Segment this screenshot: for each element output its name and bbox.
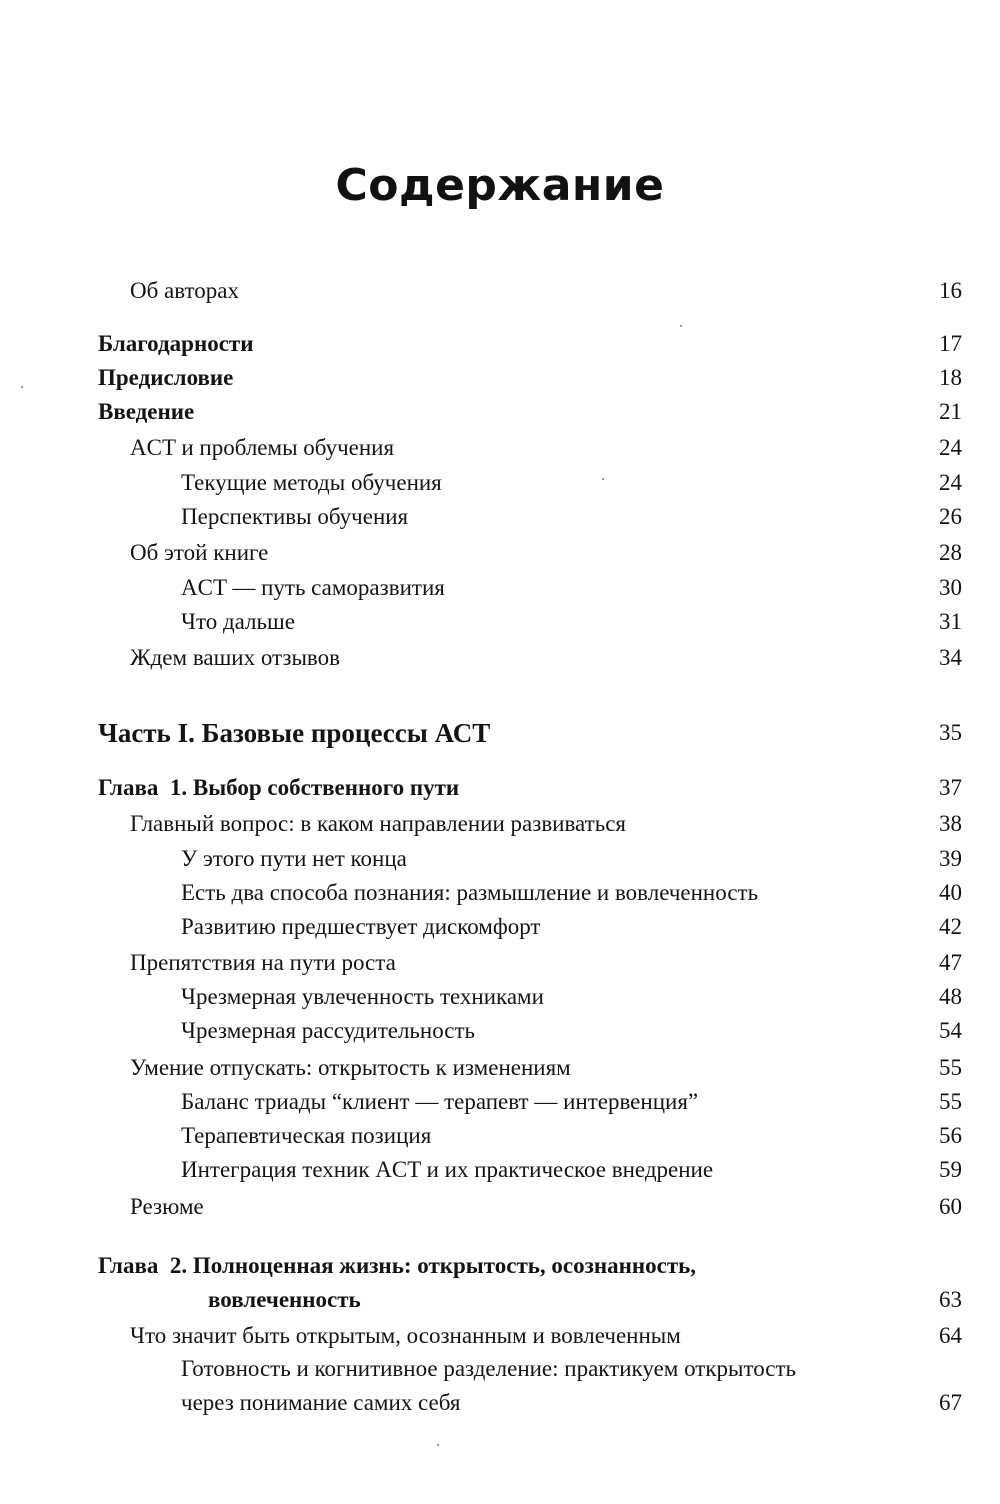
toc-entry-about-authors[interactable]: [0, 274, 1000, 308]
toc-entry-title: Чрезмерная рассудительность: [181, 1018, 476, 1043]
toc-entry-page: 18: [939, 365, 962, 390]
toc-entry-page: 37: [939, 775, 962, 800]
toc-entry-page: 48: [939, 984, 962, 1009]
toc-entry-title: Есть два способа познания: размышление и вовлеченность: [181, 880, 759, 905]
toc-entry-title: Резюме: [130, 1194, 204, 1219]
toc-entry-page: 16: [939, 278, 962, 303]
scan-speck: [437, 1444, 439, 1446]
toc-entry-page: 38: [939, 811, 962, 836]
toc-entry-willingness-continued[interactable]: [0, 1386, 1000, 1420]
toc-entry-no-end[interactable]: [0, 842, 1000, 876]
toc-entry-title: Умение отпускать: открытость к изменениям: [130, 1055, 571, 1080]
toc-entry-page: 30: [939, 575, 962, 600]
toc-entry-discomfort[interactable]: [0, 910, 1000, 944]
toc-entry-obstacles[interactable]: [0, 946, 1000, 980]
toc-entry-title: ACT и проблемы обучения: [130, 435, 395, 460]
toc-entry-over-reasoning[interactable]: [0, 1014, 1000, 1048]
toc-entry-page: 63: [939, 1287, 962, 1312]
scan-speck: [21, 386, 23, 388]
toc-entry-title: Главный вопрос: в каком направлении развиваться: [130, 811, 626, 836]
toc-entry-page: 55: [939, 1089, 962, 1114]
toc-entry-page: 40: [939, 880, 962, 905]
toc-entry-title: Об этой книге: [130, 540, 269, 565]
toc-entry-triad-balance[interactable]: [0, 1085, 1000, 1119]
scan-speck: [680, 325, 682, 327]
toc-entry-page: 35: [939, 720, 962, 745]
toc-entry-title: ACT — путь саморазвития: [181, 575, 445, 600]
toc-entry-introduction[interactable]: [0, 395, 1000, 429]
toc-entry-act-self-development[interactable]: [0, 571, 1000, 605]
toc-entry-page: 64: [939, 1323, 962, 1348]
toc-entry-technique-fixation[interactable]: [0, 980, 1000, 1014]
toc-entry-page: 21: [939, 399, 962, 424]
scan-speck: [602, 478, 604, 480]
toc-entry-part-1[interactable]: [0, 716, 1000, 750]
toc-entry-page: 26: [939, 504, 962, 529]
toc-entry-title: Что значит быть открытым, осознанным и вовлеченным: [130, 1323, 681, 1348]
toc-entry-title: Часть I. Базовые процессы АСТ: [98, 718, 491, 748]
toc-entry-title: Текущие методы обучения: [181, 470, 442, 495]
toc-entry-summary[interactable]: [0, 1190, 1000, 1224]
toc-entry-page: 55: [939, 1055, 962, 1080]
toc-entry-title: Баланс триады “клиент — терапевт — интервенция”: [181, 1089, 699, 1114]
toc-entry-chapter-2-continued[interactable]: [0, 1283, 1000, 1317]
toc-entry-about-this-book[interactable]: [0, 536, 1000, 570]
toc-entry-integration[interactable]: [0, 1153, 1000, 1187]
toc-entry-page: 59: [939, 1157, 962, 1182]
toc-entry-main-question[interactable]: [0, 807, 1000, 841]
toc-entry-page: 39: [939, 846, 962, 871]
toc-entry-title: Препятствия на пути роста: [130, 950, 396, 975]
toc-entry-page: 24: [939, 470, 962, 495]
toc-entry-current-methods[interactable]: [0, 466, 1000, 500]
toc-entry-acknowledgments[interactable]: [0, 327, 1000, 361]
toc-entry-page: 56: [939, 1123, 962, 1148]
toc-entry-page: 47: [939, 950, 962, 975]
toc-entry-title: Ждем ваших отзывов: [130, 645, 340, 670]
toc-entry-preface[interactable]: [0, 361, 1000, 395]
toc-entry-title: вовлеченность: [208, 1287, 361, 1312]
toc-entry-chapter-2[interactable]: [0, 1249, 1000, 1283]
toc-entry-therapeutic-stance[interactable]: [0, 1119, 1000, 1153]
toc-entry-title: Чрезмерная увлеченность техниками: [181, 984, 544, 1009]
toc-entry-title: Благодарности: [98, 331, 254, 356]
toc-entry-act-learning-problems[interactable]: [0, 431, 1000, 465]
toc-entry-learning-perspectives[interactable]: [0, 500, 1000, 534]
toc-entry-page: 28: [939, 540, 962, 565]
toc-entry-title: Об авторах: [130, 278, 240, 303]
toc-entry-title: Интеграция техник ACT и их практическое внедрение: [181, 1157, 714, 1182]
toc-entry-page: 34: [939, 645, 962, 670]
toc-entry-whats-next[interactable]: [0, 605, 1000, 639]
toc-entry-title: У этого пути нет конца: [181, 846, 407, 871]
toc-entry-two-ways[interactable]: [0, 876, 1000, 910]
toc-entry-chapter-1[interactable]: [0, 771, 1000, 805]
toc-entry-feedback[interactable]: [0, 641, 1000, 675]
toc-entry-page: 31: [939, 609, 962, 634]
toc-entry-page: 24: [939, 435, 962, 460]
toc-entry-page: 60: [939, 1194, 962, 1219]
toc-entry-page: 54: [939, 1018, 962, 1043]
toc-entry-title: Предисловие: [98, 365, 234, 390]
toc-entry-page: 67: [939, 1390, 962, 1415]
toc-entry-page: 17: [939, 331, 962, 356]
toc-entry-title: Глава 1. Выбор собственного пути: [98, 775, 460, 800]
toc-entry-willingness[interactable]: [0, 1352, 1000, 1386]
toc-entry-title: Терапевтическая позиция: [181, 1123, 432, 1148]
toc-entry-letting-go[interactable]: [0, 1051, 1000, 1085]
toc-entry-title: Развитию предшествует дискомфорт: [181, 914, 541, 939]
page-title: Содержание: [335, 160, 665, 211]
toc-entry-title: через понимание самих себя: [181, 1390, 461, 1415]
toc-entry-title: Введение: [98, 399, 195, 424]
toc-entry-title: Глава 2. Полноценная жизнь: открытость, осознанность,: [98, 1253, 697, 1278]
toc-entry-title: Перспективы обучения: [181, 504, 409, 529]
toc-entry-page: 42: [939, 914, 962, 939]
toc-entry-title: Готовность и когнитивное разделение: практикуем открытость: [181, 1356, 797, 1381]
toc-entry-what-it-means[interactable]: [0, 1319, 1000, 1353]
toc-entry-title: Что дальше: [181, 609, 295, 634]
